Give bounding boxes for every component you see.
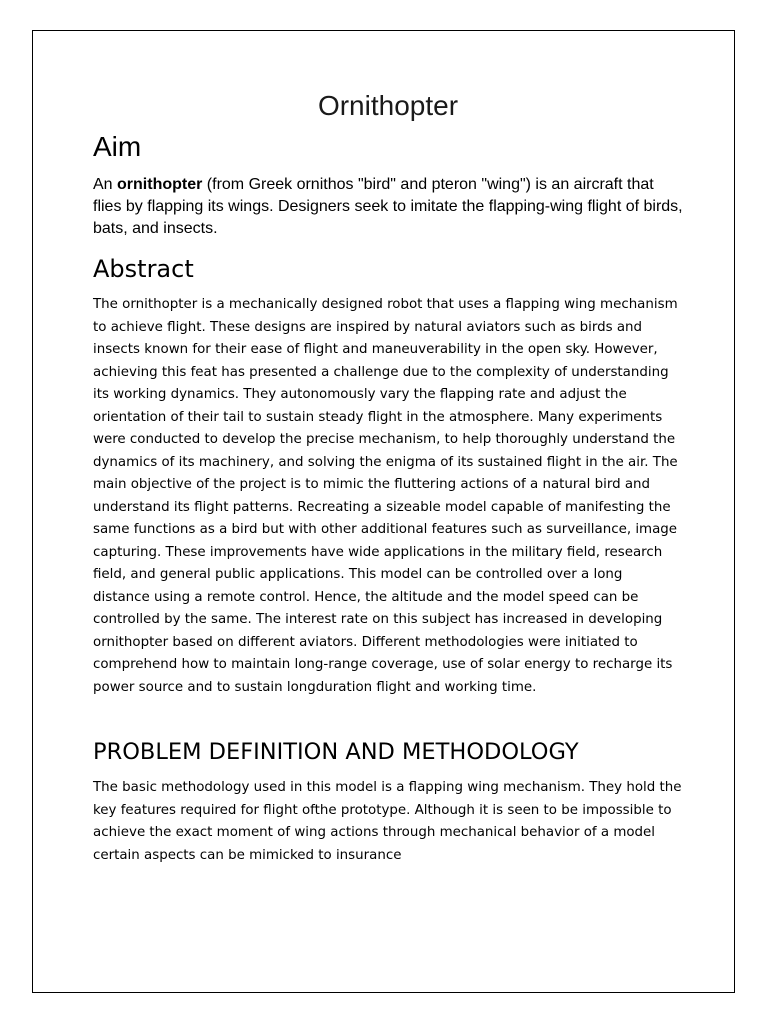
document-content <box>93 86 683 867</box>
aim-prefix: An <box>93 176 118 193</box>
aim-heading: Aim <box>93 131 142 162</box>
aim-text: (from Greek ornithos "bird" and pteron "wing") is an aircraft that flies by flapping its wings. Designers seek to imitate the flapping-wing flight of birds, bats, and insects. <box>93 176 683 237</box>
problem-heading: PROBLEM DEFINITION AND METHODOLOGY <box>93 739 579 765</box>
aim-bold-term: ornithopter <box>117 176 203 193</box>
abstract-paragraph: The ornithopter is a mechanically designed robot that uses a flapping wing mechanism to achieve flight. These designs are inspired by natural aviators such as birds and insects known for their ease of flight and maneuverability in the open sky. However, achieving this feat has presented a challenge due to the complexity of understanding its working dynamics. They autonomously vary the flapping rate and adjust the orientation of their tail to sustain steady flight in the atmosphere. Many experiments were conducted to develop the precise mechanism, to help thoroughly understand the dynamics of its machinery, and solving the enigma of its sustained flight in the air. The main objective of the project is to mimic the fluttering actions of a natural bird and understand its flight patterns. Recreating a sizeable model capable of manifesting the same functions as a bird but with other additional features such as surveillance, image capturing. These improvements have wide applications in the military field, research field, and general public applications. This model can be controlled over a long distance using a remote control. Hence, the altitude and the model speed can be controlled by the same. The interest rate on this subject has increased in developing ornithopter based on different aviators. Different methodologies were initiated to comprehend how to maintain long-range coverage, use of solar energy to recharge its power source and to sustain longduration flight and working time. <box>93 297 678 695</box>
abstract-heading: Abstract <box>93 255 194 283</box>
problem-paragraph: The basic methodology used in this model is a flapping wing mechanism. They hold the key features required for flight ofthe prototype. Although it is seen to be impossible to achieve the exact moment of wing actions through mechanical behavior of a model certain aspects can be mimicked to insurance <box>93 780 682 863</box>
document-title: Ornithopter <box>317 90 459 121</box>
aim-paragraph <box>93 174 683 240</box>
